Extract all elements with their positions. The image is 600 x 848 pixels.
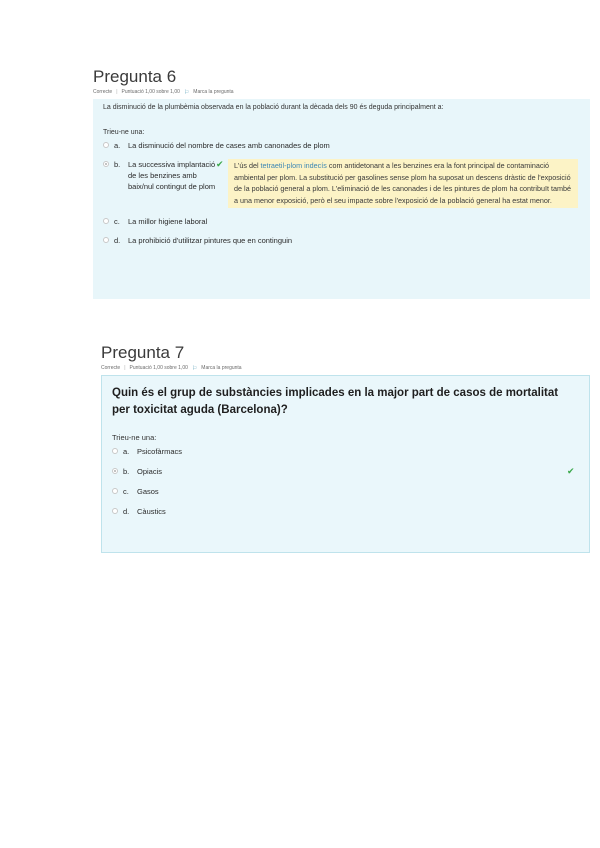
- radio-icon[interactable]: [112, 448, 118, 454]
- question-text: Quin és el grup de substàncies implicades en la major part de casos de mortalitat per toxicitat aguda (Barcelona)?: [112, 387, 559, 416]
- answer-letter: a.: [114, 141, 121, 150]
- radio-icon[interactable]: [103, 161, 109, 167]
- answer-letter: c.: [123, 487, 129, 496]
- answer-feedback: [228, 159, 578, 208]
- feedback-link[interactable]: tetraetil-plom indecís: [260, 161, 327, 170]
- score-label: Puntuació 1,00 sobre 1,00: [121, 89, 180, 95]
- question-6: [93, 68, 590, 299]
- flag-icon[interactable]: ⚐: [191, 365, 198, 372]
- answer-option-d[interactable]: [103, 235, 582, 246]
- answer-text: La prohibició d'utilitzar pintures que en continguin: [128, 236, 293, 245]
- answer-option-a[interactable]: [112, 446, 579, 457]
- answer-text: La disminució del nombre de cases amb canonades de plom: [128, 141, 330, 150]
- answer-letter: c.: [114, 217, 120, 226]
- check-icon: ✔: [216, 159, 224, 169]
- answer-option-d[interactable]: [112, 506, 579, 517]
- answer-text: Psicofàrmacs: [137, 447, 183, 456]
- answer-letter: b.: [123, 467, 130, 476]
- score-label: Puntuació 1,00 sobre 1,00: [129, 365, 188, 371]
- status-label: Correcte: [101, 365, 121, 371]
- answer-text: Càustics: [137, 507, 166, 516]
- answer-letter: d.: [114, 236, 121, 245]
- answer-prompt: Trieu-ne una:: [103, 129, 145, 136]
- separator: |: [124, 365, 126, 371]
- answer-list: [112, 446, 579, 517]
- flag-question-link[interactable]: Marca la pregunta: [201, 365, 242, 371]
- question-7: [101, 344, 590, 553]
- answer-list: [103, 140, 582, 246]
- question-title: Pregunta 6: [93, 67, 177, 86]
- answer-text: La millor higiene laboral: [128, 217, 208, 226]
- flag-icon[interactable]: ⚐: [183, 89, 190, 96]
- check-icon: ✔: [567, 466, 575, 476]
- answer-prompt: Trieu-ne una:: [112, 433, 157, 442]
- answer-option-c[interactable]: [112, 486, 579, 497]
- answer-text: Opiacis: [137, 467, 163, 476]
- question-info: [93, 88, 590, 96]
- answer-option-b[interactable]: [112, 466, 579, 477]
- feedback-text-start: L'ús del: [234, 161, 261, 170]
- feedback-text-end: com antidetonant a les benzines era la font principal de contaminació ambiental per plom. La substitució per gasolines sense plom ha suposat un descens dràstic de l'exposició de la població general a plom. L'eliminació de les canonades i de les pintures de plom ha contribuït també a una menor exposició, però el seu impacte sobre l'exposició de la població general ha estat menor.: [234, 161, 571, 205]
- radio-icon[interactable]: [103, 142, 109, 148]
- flag-question-link[interactable]: Marca la pregunta: [193, 89, 234, 95]
- radio-icon[interactable]: [112, 508, 118, 514]
- question-text: La disminució de la plumbèmia observada en la població durant la dècada dels 90 és deguda principalment a:: [103, 104, 444, 111]
- question-content: [101, 375, 590, 553]
- answer-text: La successiva implantació de les benzines amb baix/nul contingut de plom: [128, 160, 216, 191]
- question-content: [93, 99, 590, 299]
- status-label: Correcte: [93, 89, 113, 95]
- separator: |: [116, 89, 118, 95]
- answer-option-b[interactable]: [103, 159, 582, 208]
- answer-letter: b.: [114, 160, 121, 169]
- radio-icon[interactable]: [112, 488, 118, 494]
- radio-icon[interactable]: [103, 237, 109, 243]
- answer-letter: a.: [123, 447, 130, 456]
- answer-letter: d.: [123, 507, 130, 516]
- answer-option-a[interactable]: [103, 140, 582, 151]
- radio-icon[interactable]: [103, 218, 109, 224]
- question-title: Pregunta 7: [101, 343, 185, 362]
- radio-icon[interactable]: [112, 468, 118, 474]
- answer-option-c[interactable]: [103, 216, 582, 227]
- answer-text: Gasos: [137, 487, 159, 496]
- question-info: [101, 364, 590, 372]
